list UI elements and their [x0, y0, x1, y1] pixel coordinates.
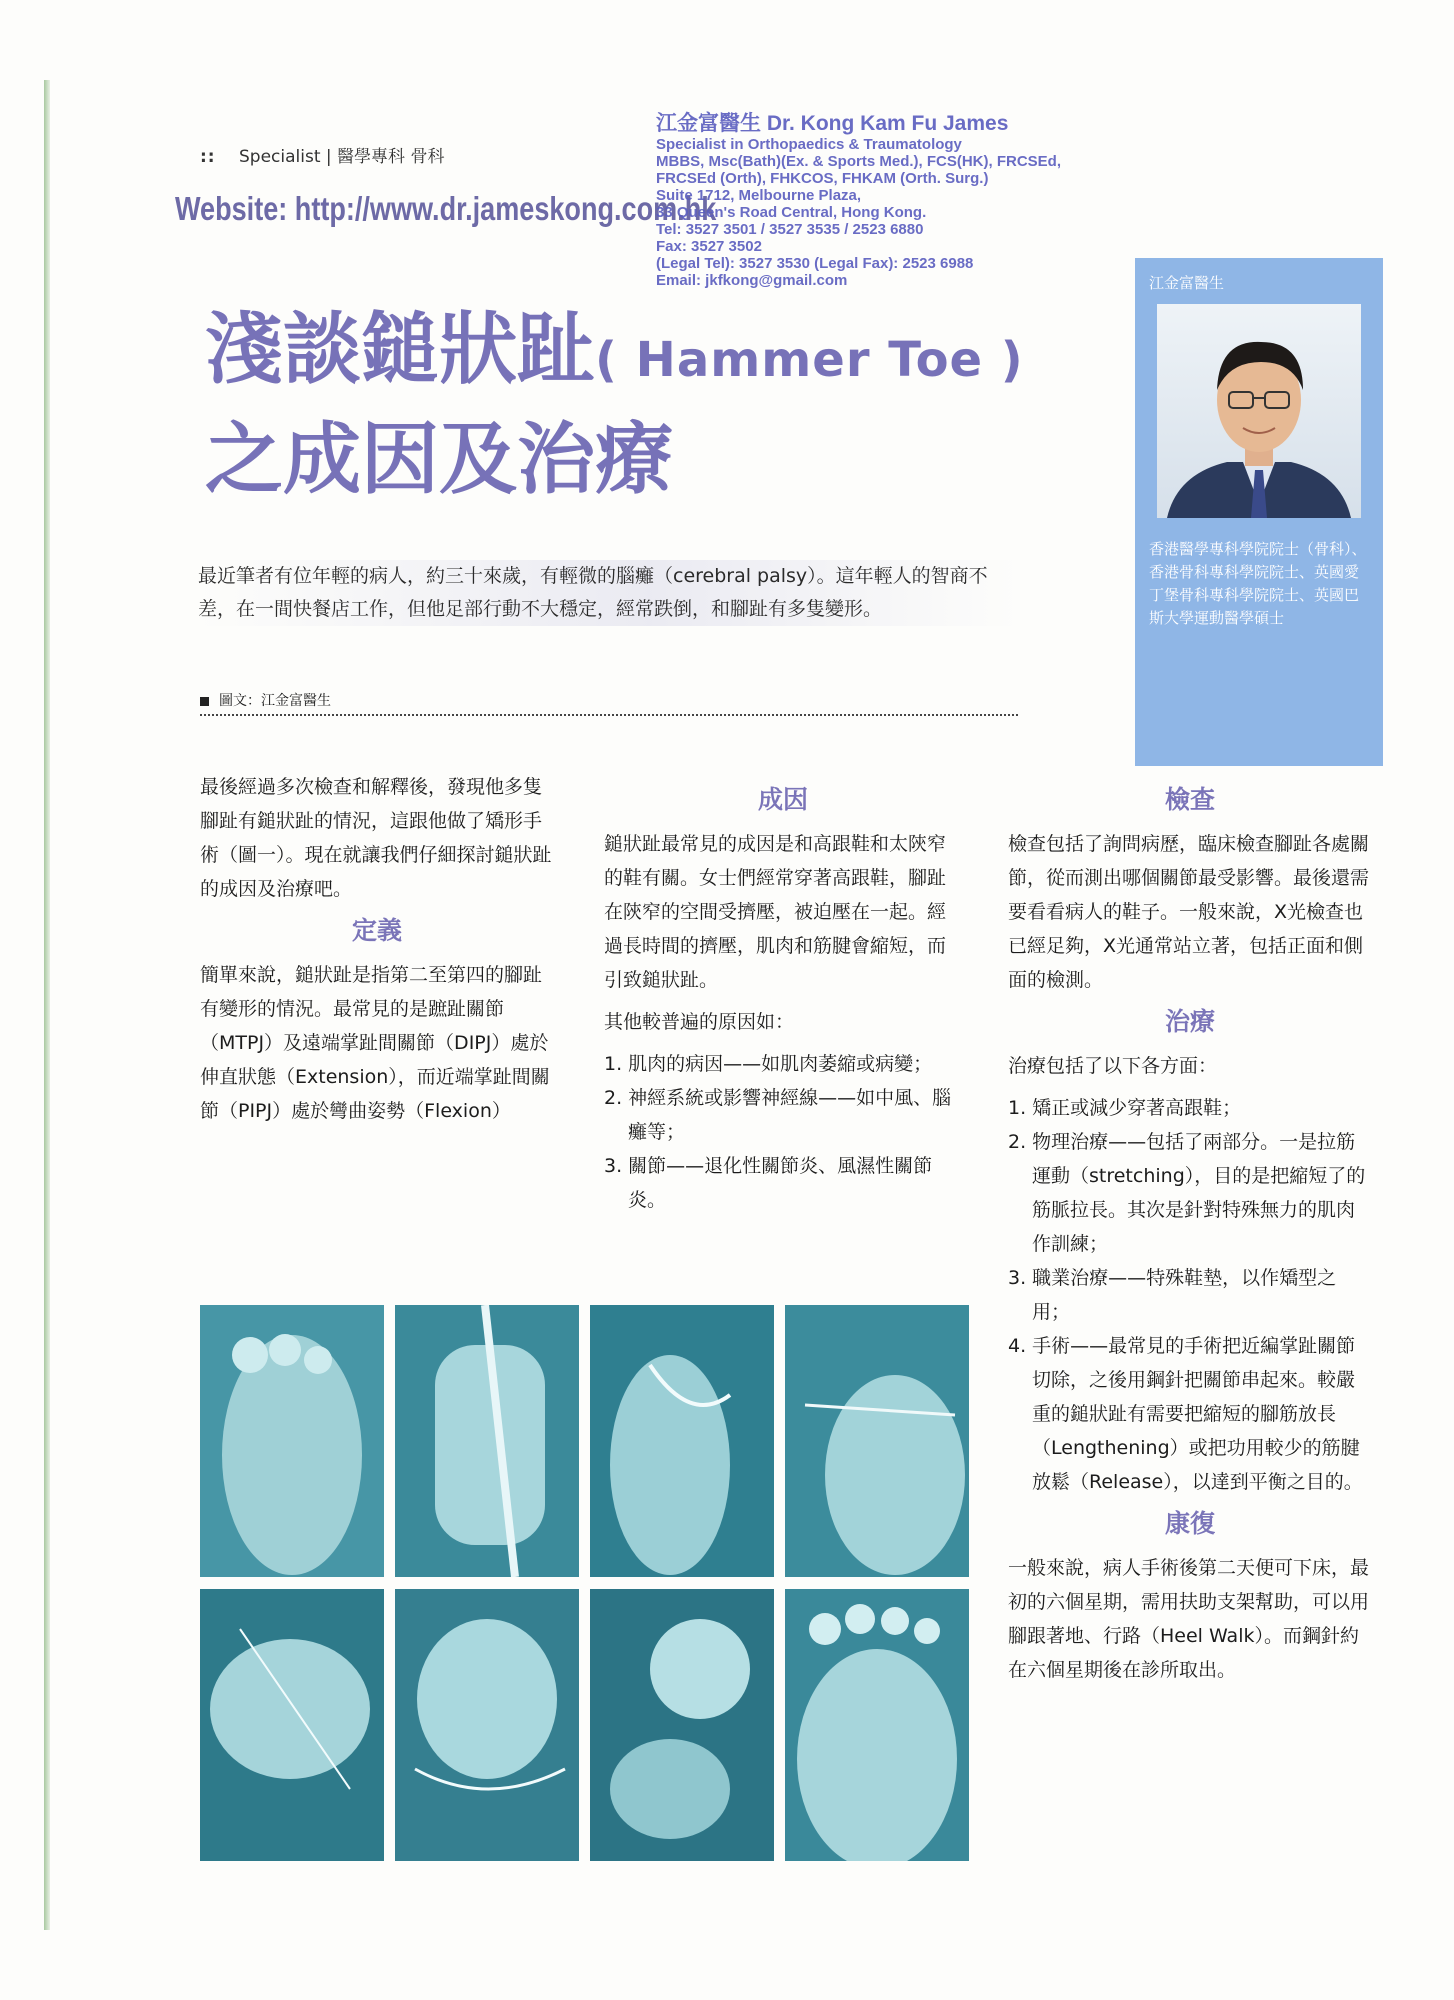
list-item: 3. 職業治療——特殊鞋墊，以作矯型之用；	[1008, 1267, 1337, 1323]
column-2	[604, 775, 962, 1217]
list-item: 4. 手術——最常見的手術把近編掌趾關節切除，之後用鋼針把關節串起來。較嚴重的鎚狀趾有需要把縮短的腳筋放長（Lengthening）或把功用較少的筋腱放鬆（Release），以達到平衡之目的。	[1008, 1335, 1363, 1493]
stamp-line: 33 Queen's Road Central, Hong Kong.	[656, 204, 927, 221]
page-edge-strip	[44, 80, 50, 1930]
author-credit	[200, 690, 331, 710]
heading-exam: 檢查	[1164, 785, 1215, 814]
stamp-line: Fax: 3527 3502	[656, 238, 762, 255]
profile-caption: 江金富醫生	[1149, 274, 1225, 292]
title-line2: 之成因及治療	[205, 415, 674, 505]
surgery-photo	[590, 1589, 774, 1861]
list-item: 3. 關節——退化性關節炎、風濕性關節炎。	[604, 1155, 933, 1211]
treatment-list	[1008, 1091, 1372, 1499]
square-bullet-icon	[200, 697, 209, 706]
dotted-divider	[200, 714, 1018, 716]
definition-paragraph: 簡單來說，鎚狀趾是指第二至第四的腳趾有變形的情況。最常見的是蹠趾關節（MTPJ）及遠端掌趾間關節（DIPJ）處於伸直狀態（Extension），而近端掌趾間關節（PIPJ）處於彎曲姿勢（Flexion）	[200, 964, 550, 1122]
treatment-intro: 治療包括了以下各方面：	[1008, 1055, 1218, 1077]
heading-recovery: 康復	[1164, 1509, 1215, 1538]
article-title	[205, 300, 1024, 510]
exam-paragraph: 檢查包括了詢問病歷，臨床檢查腳趾各處關節，從而測出哪個關節最受影響。最後還需要看看病人的鞋子。一般來說，X光檢查也已經足夠，X光通常站立著，包括正面和側面的檢測。	[1008, 833, 1370, 991]
surgery-photo	[200, 1305, 384, 1577]
list-item: 2. 神經系統或影響神經線——如中風、腦癱等；	[604, 1087, 952, 1143]
surgery-photo	[200, 1589, 384, 1861]
section-header	[200, 142, 444, 167]
list-item: 1. 肌肉的病因——如肌肉萎縮或病變；	[604, 1053, 933, 1075]
heading-definition: 定義	[351, 916, 402, 945]
stamp-line: Suite 1712, Melbourne Plaza,	[656, 187, 862, 204]
heading-cause: 成因	[757, 785, 808, 814]
profile-description: 香港醫學專科學院院士（骨科）、香港骨科專科學院院士、英國愛丁堡骨科專科學院院士、英國巴斯大學運動醫學碩士	[1149, 540, 1367, 627]
doctor-photo	[1157, 304, 1361, 518]
list-item: 2. 物理治療——包括了兩部分。一是拉筋運動（stretching），目的是把縮短了的筋脈拉長。其次是針對特殊無力的肌肉作訓練；	[1008, 1131, 1366, 1255]
column-1	[200, 770, 554, 1136]
column-3	[1008, 775, 1372, 1695]
stamp-line: (Legal Tel): 3527 3530 (Legal Fax): 2523 6988	[656, 255, 974, 272]
surgery-photo	[785, 1305, 969, 1577]
stamp-line: Tel: 3527 3501 / 3527 3535 / 2523 6880	[656, 221, 924, 238]
heading-treatment: 治療	[1164, 1007, 1215, 1036]
website-url: Website: http://www.dr.jameskong.com.hk	[175, 190, 717, 227]
other-causes-intro: 其他較普遍的原因如：	[604, 1011, 795, 1033]
section-label: Specialist | 醫學專科 骨科	[239, 147, 445, 167]
stamp-line: FRCSEd (Orth), FHKCOS, FHKAM (Orth. Surg.)	[656, 170, 989, 187]
stamp-name: 江金富醫生 Dr. Kong Kam Fu James	[656, 112, 1009, 135]
title-english: ( Hammer Toe )	[595, 332, 1024, 388]
stamp-line: MBBS, Msc(Bath)(Ex. & Sports Med.), FCS(HK), FRCSEd,	[656, 153, 1062, 170]
surgery-photo-grid	[200, 1305, 970, 1860]
title-line1: 淺談鎚狀趾	[205, 305, 596, 395]
author-text: 圖文：江金富醫生	[219, 693, 331, 709]
list-item: 1. 矯正或減少穿著高跟鞋；	[1008, 1097, 1242, 1119]
surgery-photo	[590, 1305, 774, 1577]
surgery-photo	[395, 1305, 579, 1577]
intro-paragraph: 最後經過多次檢查和解釋後，發現他多隻腳趾有鎚狀趾的情況，這跟他做了矯形手術（圖一）。現在就讓我們仔細探討鎚狀趾的成因及治療吧。	[200, 776, 552, 900]
doctor-stamp	[656, 112, 1116, 289]
stamp-line: Specialist in Orthopaedics & Traumatology	[656, 136, 962, 153]
surgery-photo	[395, 1589, 579, 1861]
profile-box	[1135, 258, 1383, 766]
recovery-paragraph: 一般來說，病人手術後第二天便可下床，最初的六個星期，需用扶助支架幫助，可以用腳跟著地、行路（Heel Walk）。而鋼針約在六個星期後在診所取出。	[1008, 1557, 1370, 1681]
cause-paragraph: 鎚狀趾最常見的成因是和高跟鞋和太陝窄的鞋有關。女士們經常穿著高跟鞋，腳趾在陝窄的空間受擠壓，被迫壓在一起。經過長時間的擠壓，肌肉和筋腱會縮短，而引致鎚狀趾。	[604, 833, 947, 991]
section-dots: ::	[200, 147, 216, 167]
other-causes-list	[604, 1047, 962, 1217]
lead-paragraph: 最近筆者有位年輕的病人，約三十來歲，有輕微的腦癱（cerebral palsy）。這年輕人的智商不差，在一間快餐店工作，但他足部行動不大穩定，經常跌倒，和腳趾有多隻變形。	[198, 560, 1018, 626]
surgery-photo	[785, 1589, 969, 1861]
stamp-line: Email: jkfkong@gmail.com	[656, 272, 848, 289]
